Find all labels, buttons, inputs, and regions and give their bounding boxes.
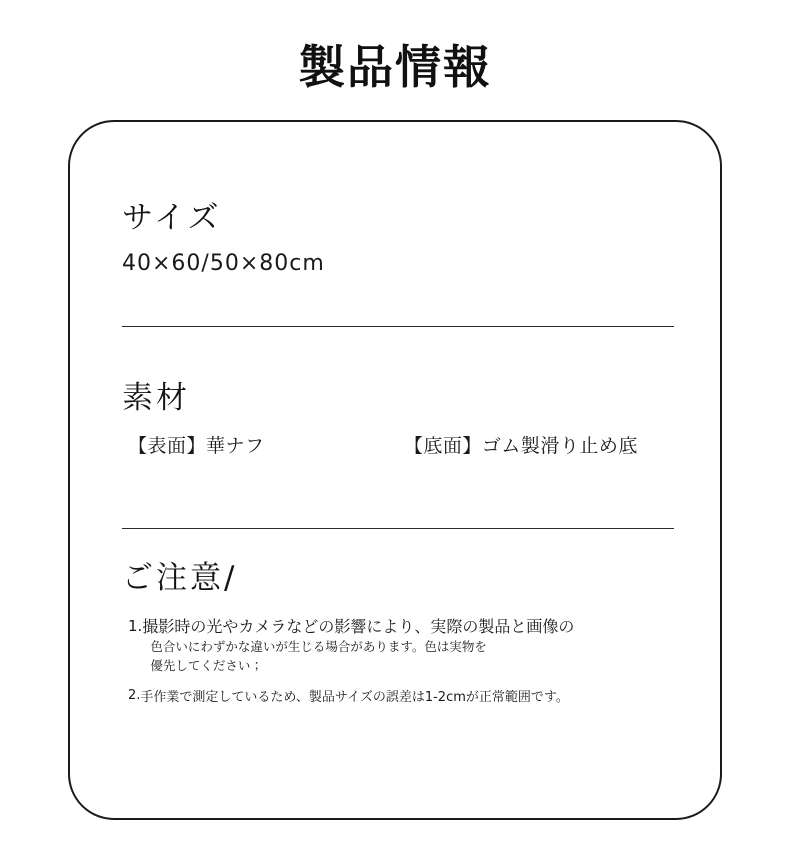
material-item-surface: 【表面】華ナフ [128,435,265,458]
notice-number: 2. [128,687,141,703]
notice-line-tertiary: 優先してください； [150,658,263,674]
section-material [122,380,670,460]
divider-2 [122,528,674,529]
section-size-value: 40×60/50×80cm [122,251,325,277]
notice-item [122,615,670,676]
notice-item [122,686,670,708]
section-size [122,200,670,276]
section-size-heading: サイズ [122,200,222,236]
notice-body [140,686,670,708]
section-notice-heading: ご注意/ [122,560,238,596]
notice-line-primary: 撮影時の光やカメラなどの影響により、実際の製品と画像の [142,617,575,637]
divider-1 [122,326,674,327]
notice-number: 1. [128,617,143,636]
page-title: 製品情報 [299,40,491,94]
material-item-bottom: 【底面】ゴム製滑り止め底 [403,435,638,458]
notice-body [142,615,670,676]
section-notice [122,560,670,718]
notice-line-primary: 手作業で測定しているため、製品サイズの誤差は1-2cmが正常範囲です。 [140,689,569,705]
notice-line-secondary: 色合いにわずかな違いが生じる場合があります。色は実物を [150,639,487,655]
product-info-card [68,120,722,820]
notice-list [122,615,670,708]
section-material-heading: 素材 [122,380,190,416]
material-list [122,433,670,460]
